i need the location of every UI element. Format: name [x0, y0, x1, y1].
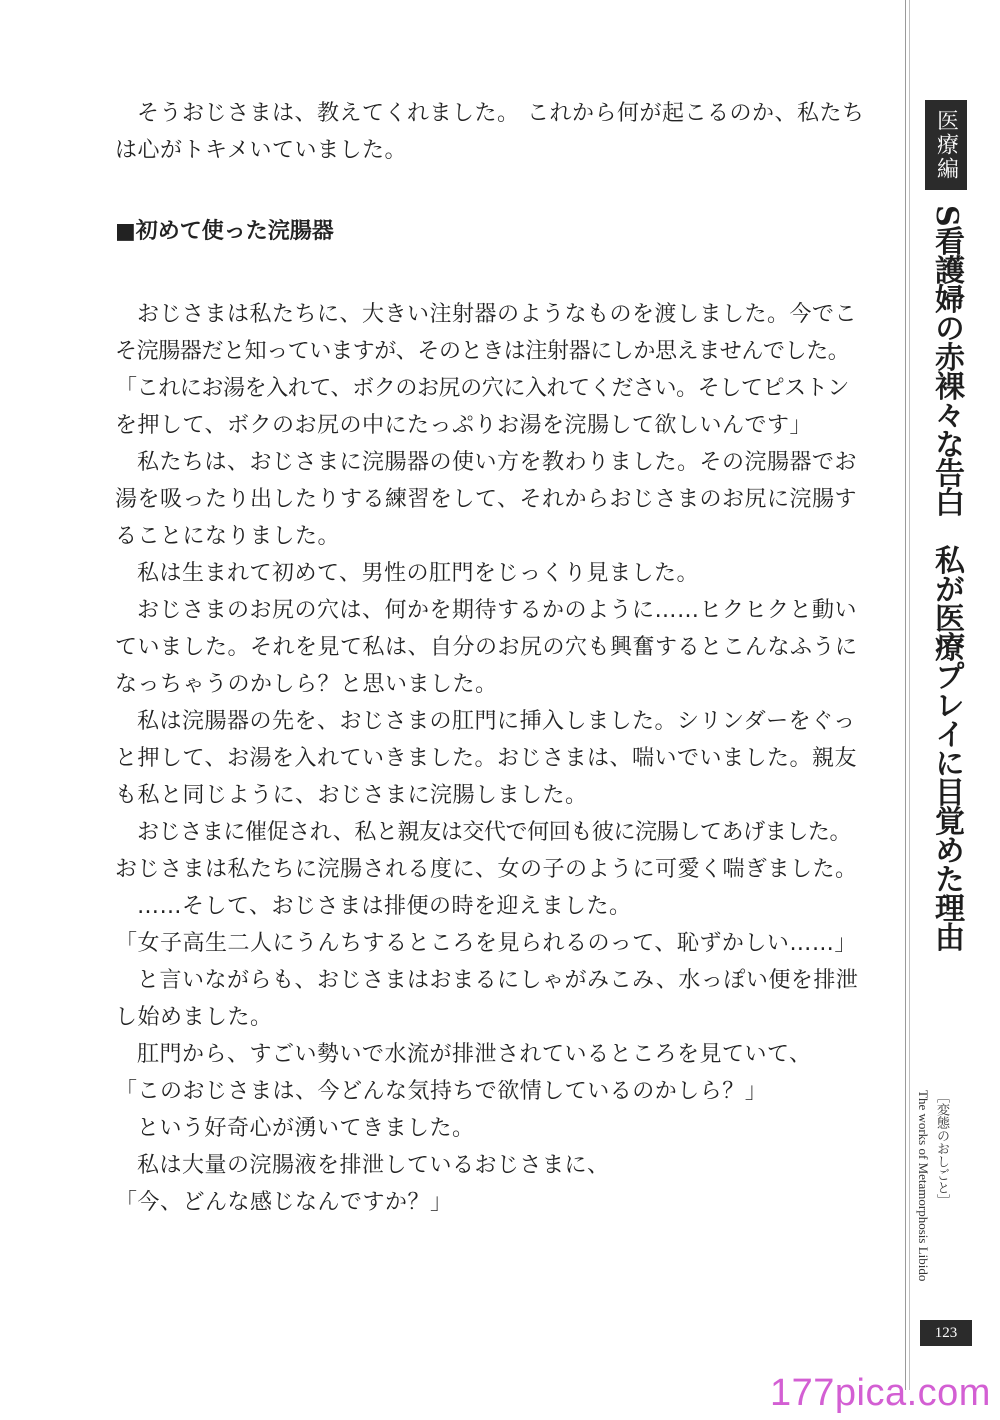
paragraph-line: 肛門から、すごい勢いで水流が排泄されているところを見ていて、	[137, 1042, 812, 1067]
watermark: 177pica.com	[770, 1372, 991, 1414]
paragraph-line: 「今、どんな感じなんですか？」	[115, 1190, 453, 1215]
paragraph-line: ることになりました。	[115, 524, 341, 549]
body-text	[115, 95, 885, 1221]
paragraph-line: と言いながらも、おじさまはおまるにしゃがみこみ、水っぽい便を排泄	[137, 968, 859, 993]
paragraph-line: し始めました。	[115, 1005, 273, 1030]
paragraph-line: 「これにお湯を入れて、ボクのお尻の穴に入れてください。そしてピストン	[115, 376, 849, 401]
chapter-label	[925, 100, 967, 190]
paragraph-line: そうおじさまは、教えてくれました。 これから何が起こるのか、私たち	[137, 101, 865, 126]
paragraph-line: を押して、ボクのお尻の中にたっぷりお湯を浣腸して欲しいんです」	[115, 413, 813, 438]
section-heading: ■初めて使った浣腸器	[115, 219, 334, 244]
paragraph-line: と押して、お湯を入れていきました。おじさまは、喘いでいました。親友	[115, 746, 858, 771]
paragraph-line: おじさまのお尻の穴は、何かを期待するかのように……ヒクヒクと動い	[137, 598, 858, 623]
paragraph-line: 「女子高生二人にうんちするところを見られるのって、恥ずかしい……」	[115, 931, 857, 956]
chapter-title-text: S看護婦の赤裸々な告白 私が医療プレイに目覚めた理由	[929, 205, 964, 951]
paragraph-line: 私は浣腸器の先を、おじさまの肛門に挿入しました。シリンダーをぐっ	[137, 709, 856, 734]
chapter-label-text: 医療編	[933, 109, 959, 181]
sidebar-rule	[905, 0, 906, 1390]
paragraph-line: おじさまに催促され、私と親友は交代で何回も彼に浣腸してあげました。	[137, 820, 852, 845]
sidebar-rule	[909, 0, 910, 1390]
book-title-ja: ［変態のおしごと］	[935, 1090, 950, 1207]
chapter-title	[925, 205, 967, 951]
paragraph-line: は心がトキメいていました。	[115, 138, 408, 163]
paragraph-line: ……そして、おじさまは排便の時を迎えました。	[137, 894, 632, 919]
paragraph-line: という好奇心が湧いてきました。	[137, 1116, 475, 1141]
paragraph-line: 湯を吸ったり出したりする練習をして、それからおじさまのお尻に浣腸す	[115, 487, 858, 512]
paragraph-line: も私と同じように、おじさまに浣腸しました。	[115, 783, 588, 808]
paragraph-line: 「このおじさまは、今どんな気持ちで欲情しているのかしら？」	[115, 1079, 768, 1104]
page-number: 123	[920, 1320, 972, 1346]
book-title-en: The works of Metamorphosis Libido	[916, 1090, 931, 1282]
paragraph-line: 私たちは、おじさまに浣腸器の使い方を教わりました。その浣腸器でお	[137, 450, 858, 475]
paragraph-line: 私は大量の浣腸液を排泄しているおじさまに、	[137, 1153, 610, 1178]
paragraph-line: なっちゃうのかしら？と思いました。	[115, 672, 498, 697]
paragraph-line: ていました。それを見て私は、自分のお尻の穴も興奮するとこんなふうに	[115, 635, 858, 660]
book-title	[916, 1090, 952, 1315]
paragraph-line: おじさまは私たちに、大きい注射器のようなものを渡しました。今でこ	[137, 302, 858, 327]
paragraph-line: 私は生まれて初めて、男性の肛門をじっくり見ました。	[137, 561, 700, 586]
paragraph-line: そ浣腸器だと知っていますが、そのときは注射器にしか思えませんでした。	[115, 339, 850, 364]
paragraph-line: おじさまは私たちに浣腸される度に、女の子のように可愛く喘ぎました。	[115, 857, 858, 882]
